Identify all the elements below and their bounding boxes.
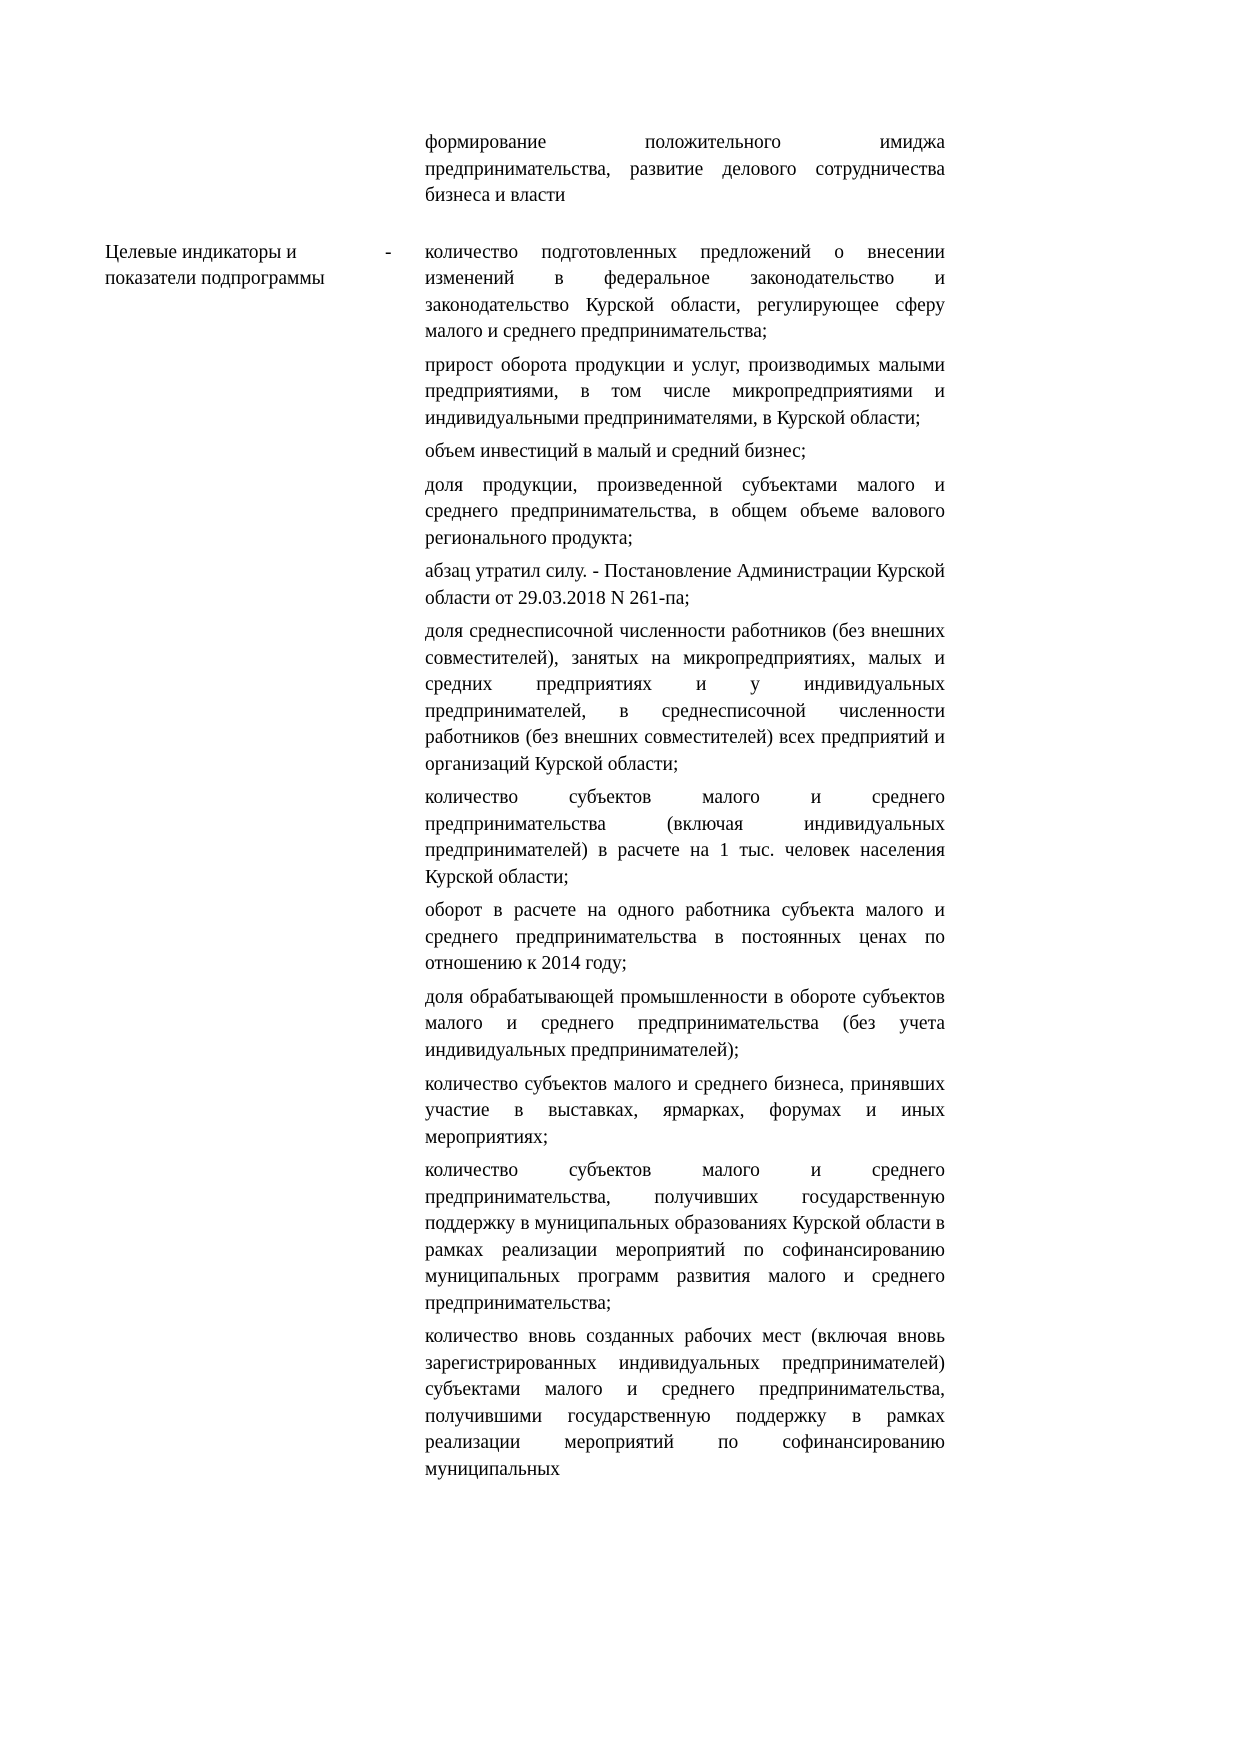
continuation-label-spacer [105, 130, 385, 210]
continuation-paragraph: формирование положительного имиджа предпринимательства, развитие делового сотрудничества бизнеса и власти [425, 132, 945, 207]
indicator-paragraph: количество субъектов малого и среднего бизнеса, принявших участие в выставках, ярмарках, форумах и иных мероприятиях; [425, 1073, 945, 1148]
continuation-content [425, 130, 945, 210]
indicator-paragraph: абзац утратил силу. - Постановление Администрации Курской области от 29.03.2018 N 261-па; [425, 561, 945, 609]
indicator-paragraph: доля продукции, произведенной субъектами малого и среднего предпринимательства, в общем объеме валового регионального продукта; [425, 474, 945, 549]
indicator-paragraph: количество субъектов малого и среднего предпринимательства, получивших государственную поддержку в муниципальных образованиях Курской области в рамках реализации мероприятий по софинансированию муниципальных программ развития малого и среднего предпринимательства; [425, 1160, 945, 1314]
indicators-row-content [425, 240, 945, 1484]
indicators-row [105, 240, 945, 1484]
indicator-paragraph: доля среднесписочной численности работников (без внешних совместителей), занятых на микропредприятиях, малых и средних предприятиях и у индивидуальных предпринимателей, в среднесписочной численности работников (без внешних совместителей) всех предприятий и организаций Курской области; [425, 621, 945, 775]
indicator-paragraph: количество субъектов малого и среднего предпринимательства (включая индивидуальных предпринимателей) в расчете на 1 тыс. человек населения Курской области; [425, 787, 945, 888]
indicator-paragraph: объем инвестиций в малый и средний бизнес; [425, 441, 807, 463]
indicator-paragraph: количество вновь созданных рабочих мест (включая вновь зарегистрированных индивидуальных предпринимателей) субъектами малого и среднего предпринимательства, получившими государственную поддержку в рамках реализации мероприятий по софинансированию муниципальных [425, 1326, 945, 1480]
indicator-paragraph: оборот в расчете на одного работника субъекта малого и среднего предпринимательства в постоянных ценах по отношению к 2014 году; [425, 900, 945, 975]
indicators-row-separator: - [385, 241, 392, 263]
continuation-row [105, 130, 945, 210]
indicator-paragraph: доля обрабатывающей промышленности в обороте субъектов малого и среднего предпринимательства (без учета индивидуальных предпринимателей); [425, 986, 945, 1061]
indicator-paragraph: количество подготовленных предложений о внесении изменений в федеральное законодательство и законодательство Курской области, регулирующее сферу малого и среднего предпринимательства; [425, 241, 945, 343]
continuation-dash-spacer [385, 130, 425, 210]
indicators-row-label: Целевые индикаторы и показатели подпрограммы [105, 241, 325, 290]
indicator-paragraph: прирост оборота продукции и услуг, производимых малыми предприятиями, в том числе микропредприятиями и индивидуальными предпринимателями, в Курской области; [425, 354, 945, 429]
